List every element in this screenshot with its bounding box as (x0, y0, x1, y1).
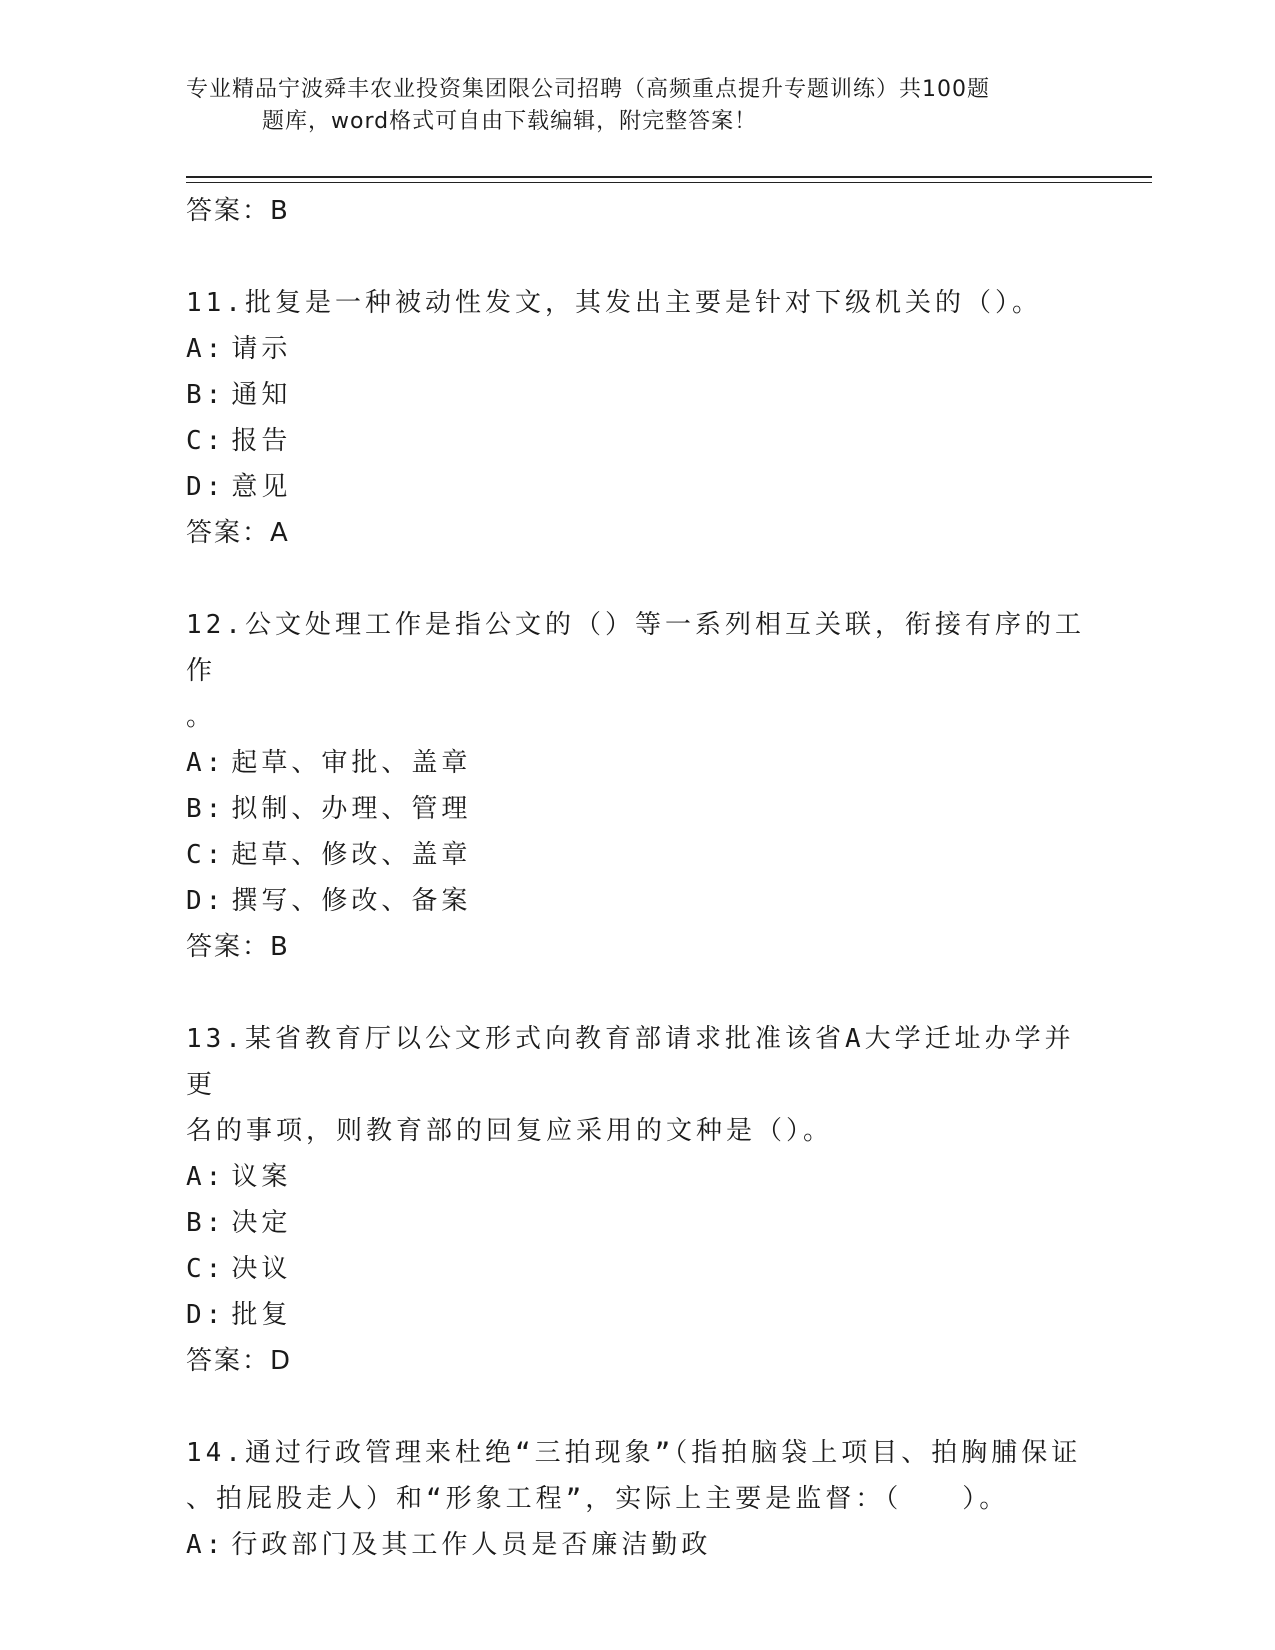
option-d (186, 464, 1086, 510)
question-14 (186, 1430, 1086, 1568)
option-letter: A: (186, 1162, 226, 1192)
document-body (186, 188, 1086, 1568)
question-11 (186, 280, 1086, 556)
option-text: 请示 (231, 334, 292, 364)
option-text: 议案 (231, 1162, 292, 1192)
option-a (186, 326, 1086, 372)
option-letter: D: (186, 886, 226, 916)
question-text: 13.某省教育厅以公文形式向教育部请求批准该省A大学迁址办学并更 (186, 1024, 1075, 1100)
question-text: 14.通过行政管理来杜绝“三拍现象”（指拍脑袋上项目、拍胸脯保证 (186, 1438, 1082, 1468)
option-text: 行政部门及其工作人员是否廉洁勤政 (231, 1530, 712, 1560)
option-letter: A: (186, 1530, 226, 1560)
answer-line: 答案：B (186, 196, 290, 226)
option-d (186, 1292, 1086, 1338)
answer-line: 答案：D (186, 1346, 293, 1376)
header-line-1: 专业精品宁波舜丰农业投资集团限公司招聘（高频重点提升专题训练）共100题 (186, 77, 990, 102)
answer-line: 答案：B (186, 932, 290, 962)
option-letter: D: (186, 472, 226, 502)
option-text: 起草、修改、盖章 (231, 840, 472, 870)
option-letter: B: (186, 380, 226, 410)
option-text: 撰写、修改、备案 (231, 886, 472, 916)
option-text: 起草、审批、盖章 (231, 748, 472, 778)
option-text: 决定 (231, 1208, 292, 1238)
option-text: 通知 (231, 380, 292, 410)
question-text-continued: 。 (186, 702, 217, 732)
header-rule-thin (186, 182, 1152, 183)
option-text: 意见 (231, 472, 292, 502)
question-text-continued: 名的事项，则教育部的回复应采用的文种是（）。 (186, 1116, 834, 1146)
option-b (186, 372, 1086, 418)
answer-line: 答案：A (186, 518, 290, 548)
option-letter: A: (186, 334, 226, 364)
page-header (186, 74, 1086, 138)
option-d (186, 878, 1086, 924)
option-a (186, 1154, 1086, 1200)
question-text: 12.公文处理工作是指公文的（）等一系列相互关联，衔接有序的工作 (186, 610, 1085, 686)
option-a (186, 1522, 1086, 1568)
option-letter: A: (186, 748, 226, 778)
question-text-continued: 、拍屁股走人）和“形象工程”，实际上主要是监督：（ ）。 (186, 1484, 1010, 1514)
option-c (186, 1246, 1086, 1292)
option-c (186, 418, 1086, 464)
option-text: 决议 (231, 1254, 292, 1284)
question-text: 11.批复是一种被动性发文，其发出主要是针对下级机关的（）。 (186, 288, 1042, 318)
option-c (186, 832, 1086, 878)
header-line-2: 题库，word格式可自由下载编辑，附完整答案！ (262, 109, 758, 134)
option-letter: C: (186, 840, 226, 870)
option-letter: C: (186, 426, 226, 456)
option-letter: C: (186, 1254, 226, 1284)
header-rule-thick (186, 176, 1152, 178)
option-text: 拟制、办理、管理 (231, 794, 472, 824)
option-b (186, 786, 1086, 832)
option-letter: B: (186, 794, 226, 824)
option-text: 报告 (231, 426, 292, 456)
question-12 (186, 602, 1086, 970)
option-a (186, 740, 1086, 786)
option-letter: B: (186, 1208, 226, 1238)
option-b (186, 1200, 1086, 1246)
question-13 (186, 1016, 1086, 1384)
option-letter: D: (186, 1300, 226, 1330)
option-text: 批复 (231, 1300, 292, 1330)
